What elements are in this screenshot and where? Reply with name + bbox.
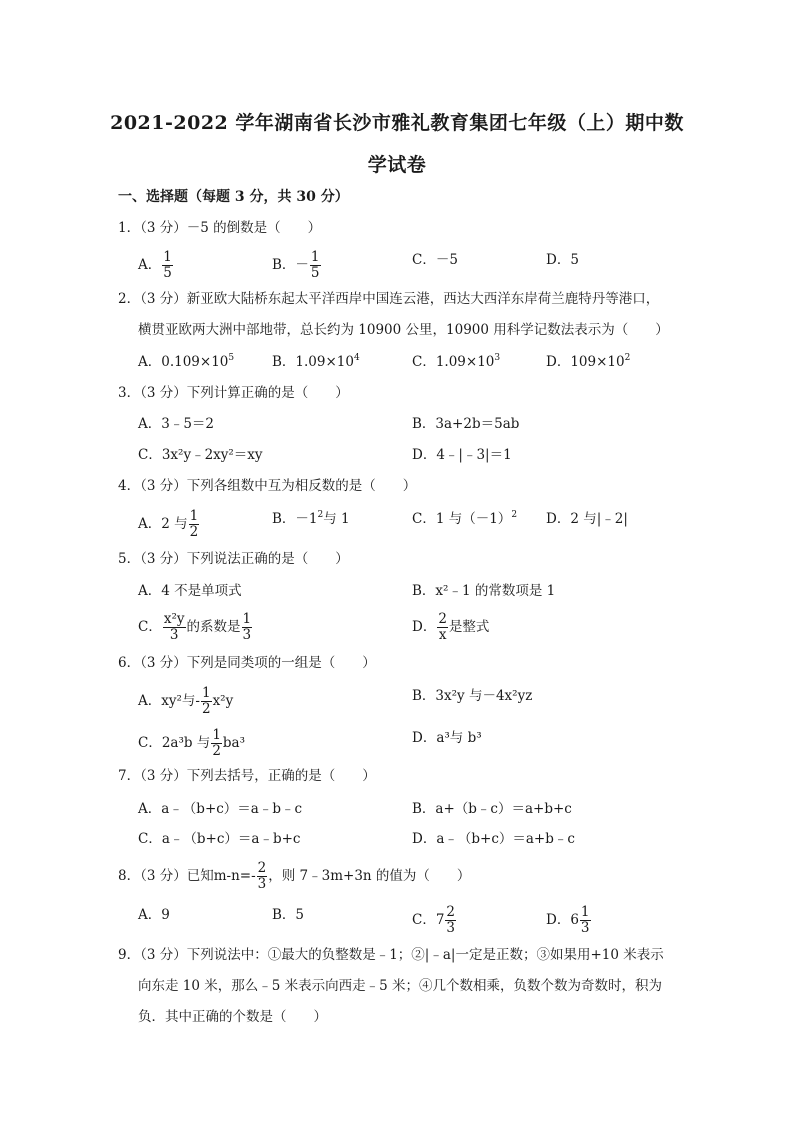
q7-option-a: A．a﹣（b+c）＝a﹣b﹣c xyxy=(138,801,303,817)
q7-option-b: B．a+（b﹣c）＝a+b+c xyxy=(412,801,572,817)
exam-title-line1: 2021-2022 学年湖南省长沙市雅礼教育集团七年级（上）期中数 xyxy=(110,112,684,134)
q6-option-d: D．a³与 b³ xyxy=(412,730,482,746)
q8-option-d: D．6 $\frac{1}{3}$ xyxy=(546,904,590,936)
q2-option-c: C．$1.09\times 10^3$ xyxy=(412,353,501,370)
q4-option-a: A．2 与 $\frac{1}{2}$ xyxy=(138,508,199,540)
q2-stem-line1: 2．（3 分）新亚欧大陆桥东起太平洋西岸中国连云港，西达大西洋东岸荷兰鹿特丹等港口， xyxy=(118,291,660,307)
q1-option-a: A． $\frac{1}{5}$ xyxy=(138,249,172,281)
q4-stem: 4．（3 分）下列各组数中互为相反数的是（ ） xyxy=(118,478,417,494)
q7-option-c: C．a﹣（b+c）＝a﹣b+c xyxy=(138,831,301,847)
q4-option-c: C．1 与$(-1)^2$ xyxy=(412,510,518,527)
q6-option-c: C．2a³b 与 $\frac{1}{2}$ ba³ xyxy=(138,727,246,759)
q6-stem: 6．（3 分）下列是同类项的一组是（ ） xyxy=(118,655,376,671)
section-heading: 一、选择题（每题 3 分，共 30 分） xyxy=(118,189,349,205)
q3-option-b: B．3a+2b＝5ab xyxy=(412,416,520,432)
q8-stem: 8．（3 分）已知m-n=- $\frac{2}{3}$ ，则 7﹣3m+3n 的值为（ ） xyxy=(118,860,471,892)
q6-option-b: B．3x²y 与－4x²yz xyxy=(412,688,533,704)
q6-option-a: A．xy²与- $\frac{1}{2}$ x²y xyxy=(138,685,234,717)
q5-option-d: D． $\frac{2}{x}$ 是整式 xyxy=(412,611,490,643)
q2-stem-line2: 横贯亚欧两大洲中部地带，总长约为 10900 公里，10900 用科学记数法表示为（ ） xyxy=(138,322,669,338)
q1-stem: 1．（3 分）－5 的倒数是（ ） xyxy=(118,220,322,236)
q8-option-c: C．7 $\frac{2}{3}$ xyxy=(412,904,456,936)
q5-option-a: A．4 不是单项式 xyxy=(138,583,242,599)
q3-stem: 3．（3 分）下列计算正确的是（ ） xyxy=(118,385,349,401)
exam-title-line2: 学试卷 xyxy=(367,154,427,176)
q4-option-d: D．2 与|﹣2| xyxy=(546,511,628,527)
q3-option-d: D．4﹣|﹣3|＝1 xyxy=(412,447,512,463)
q1-option-d: D．5 xyxy=(546,252,579,268)
q1-option-c: C．－5 xyxy=(412,252,458,268)
q5-option-c: C． $\frac{\text{x²y}}{3}$ 的系数是 $\frac{1}{3}$ xyxy=(138,611,252,643)
q5-stem: 5．（3 分）下列说法正确的是（ ） xyxy=(118,551,349,567)
q2-option-b: B．$1.09\times 10^4$ xyxy=(272,353,360,370)
q3-option-a: A．3﹣5＝2 xyxy=(138,416,215,432)
q9-stem-line3: 负．其中正确的个数是（ ） xyxy=(138,1009,327,1025)
q1-option-b: B．－ $\frac{1}{5}$ xyxy=(272,249,320,281)
q5-option-b: B．x²﹣1 的常数项是 1 xyxy=(412,583,556,599)
q2-option-a: A．$0.109\times 10^5$ xyxy=(138,353,235,370)
q9-stem-line1: 9．（3 分）下列说法中：①最大的负整数是﹣1；②|﹣a|一定是正数；③如果用+10 米表示 xyxy=(118,947,664,963)
q7-option-d: D．a﹣（b+c）＝a+b﹣c xyxy=(412,831,575,847)
q2-option-d: D．$109\times 10^2$ xyxy=(546,353,631,370)
q3-option-c: C．3x²y﹣2xy²＝xy xyxy=(138,447,263,463)
q9-stem-line2: 向东走 10 米，那么﹣5 米表示向西走﹣5 米；④几个数相乘，负数个数为奇数时，积为 xyxy=(138,978,663,994)
q8-option-b: B．5 xyxy=(272,907,305,923)
q8-option-a: A．9 xyxy=(138,907,170,923)
q7-stem: 7．（3 分）下列去括号，正确的是（ ） xyxy=(118,768,376,784)
q4-option-b: B．$-1^2$与 1 xyxy=(272,510,350,527)
